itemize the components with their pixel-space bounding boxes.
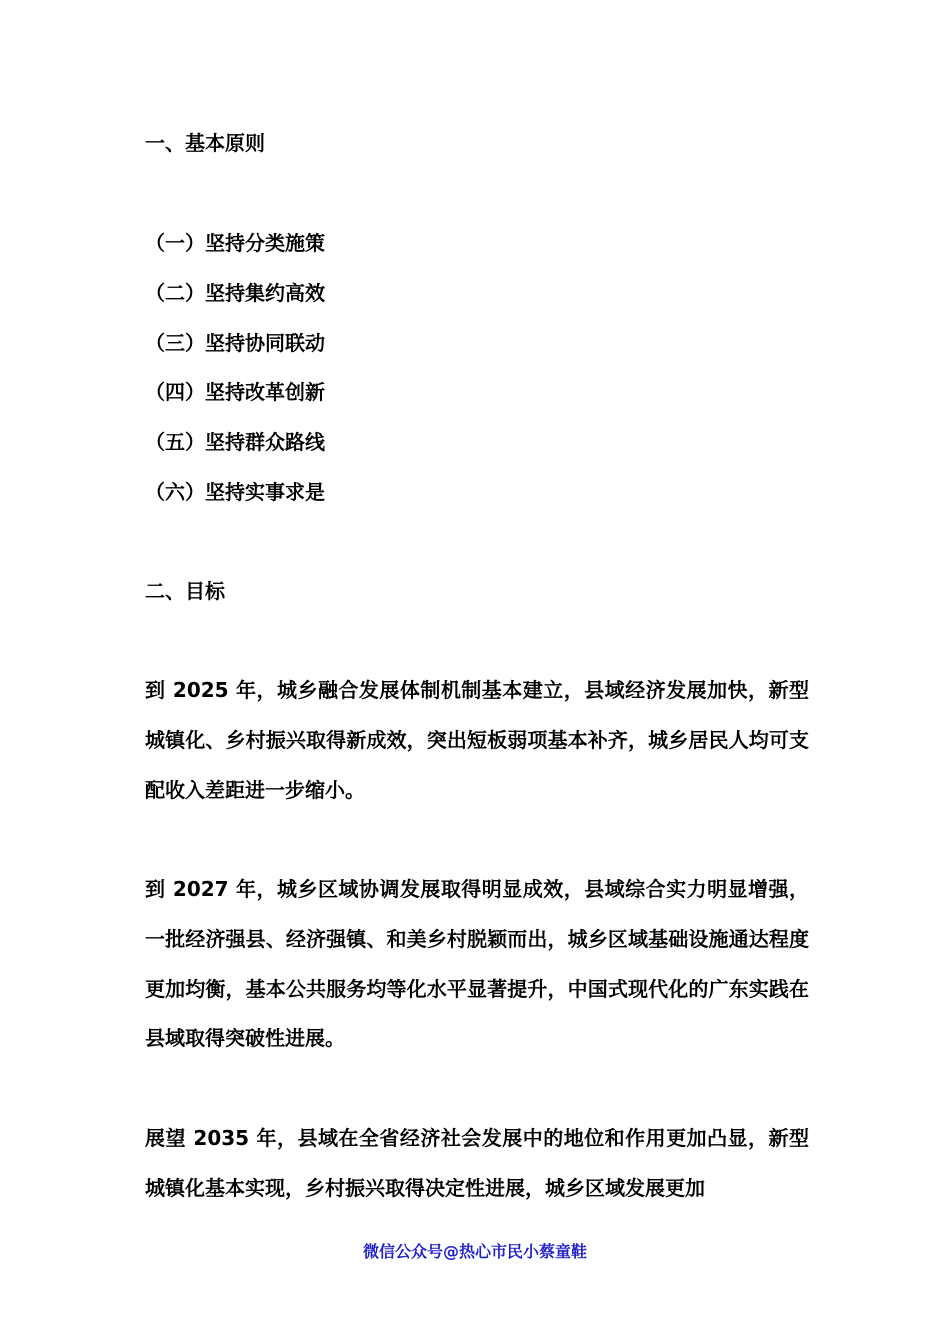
principle-item: （四）坚持改革创新 [145,380,325,405]
principle-item: （六）坚持实事求是 [145,479,325,504]
principle-item: （三）坚持协同联动 [145,330,325,355]
section-heading-principles: 一、基本原则 [145,131,265,155]
principle-item: （一）坚持分类施策 [145,231,325,255]
principles-list [145,228,325,527]
principle-item: （五）坚持群众路线 [145,430,325,455]
goal-paragraph-2025: 到 2025 年，城乡融合发展体制机制基本建立，县域经济发展加快，新型城镇化、乡村振兴取得新成效，突出短板弱项基本补齐，城乡居民人均可支配收入差距进一步缩小。 [145,678,809,802]
footer-watermark: 微信公众号@热心市民小蔡童鞋 [362,1242,587,1261]
goal-paragraph-2035: 展望 2035 年，县域在全省经济社会发展中的地位和作用更加凸显，新型城镇化基本实现，乡村振兴取得决定性进展，城乡区域发展更加 [145,1126,809,1200]
section-heading-goals: 二、目标 [145,579,225,603]
goal-paragraph-2027: 到 2027 年，城乡区域协调发展取得明显成效，县域综合实力明显增强，一批经济强县、经济强镇、和美乡村脱颖而出，城乡区域基础设施通达程度更加均衡，基本公共服务均等化水平显著提升，中国式现代化的广东实践在县域取得突破性进展。 [145,877,809,1051]
principle-item: （二）坚持集约高效 [145,280,325,305]
